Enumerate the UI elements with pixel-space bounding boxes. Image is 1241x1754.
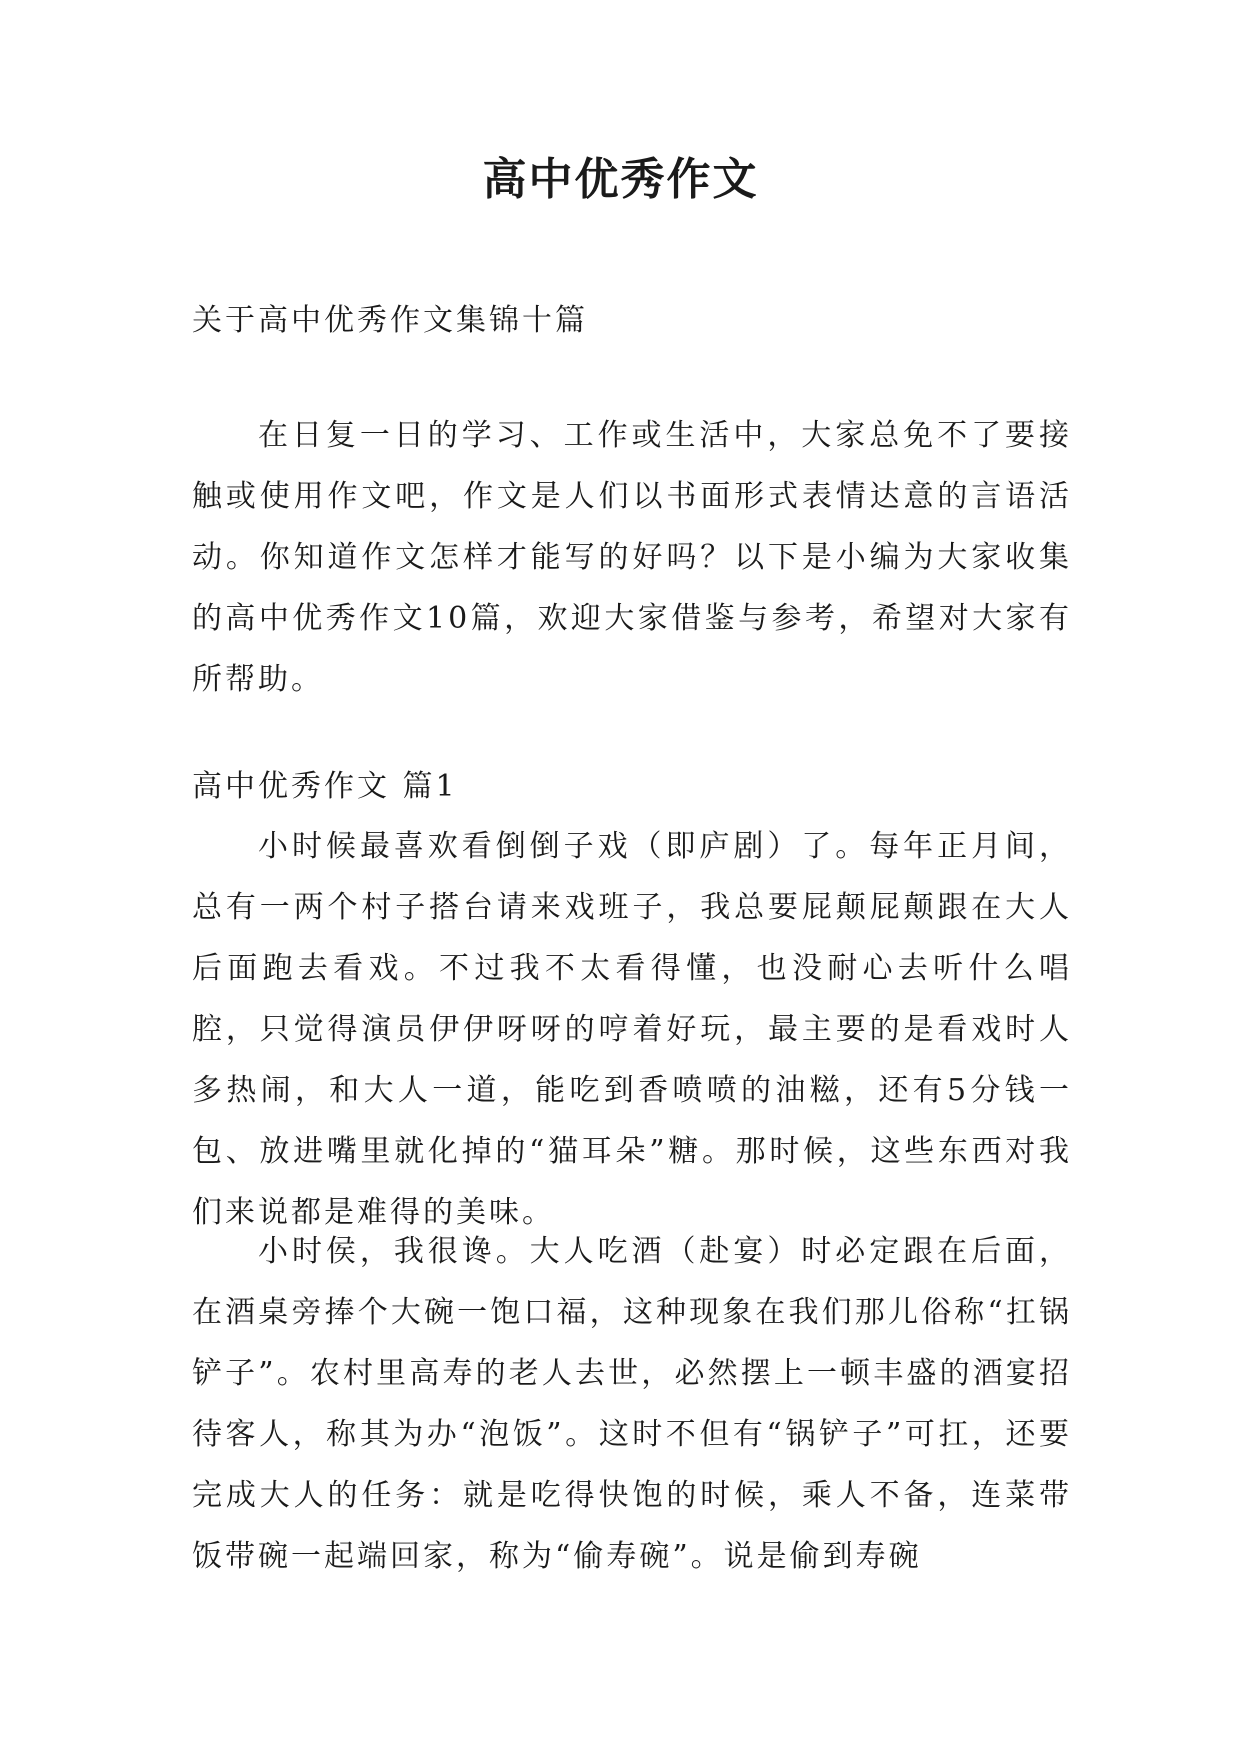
body-paragraph-1: 小时候最喜欢看倒倒子戏（即庐剧）了。每年正月间，总有一两个村子搭台请来戏班子，我总要屁颠屁颠跟在大人后面跑去看戏。不过我不太看得懂，也没耐心去听什么唱腔，只觉得演员伊伊呀呀的哼着好玩，最主要的是看戏时人多热闹，和大人一道，能吃到香喷喷的油糍，还有5分钱一包、放进嘴里就化掉的“猫耳朵”糖。那时候，这些东西对我们来说都是难得的美味。 — [192, 829, 1072, 1230]
section-heading: 高中优秀作文 篇1 — [192, 769, 458, 804]
document-title: 高中优秀作文 — [482, 154, 759, 205]
document-subtitle: 关于高中优秀作文集锦十篇 — [192, 303, 588, 338]
intro-paragraph: 在日复一日的学习、工作或生活中，大家总免不了要接触或使用作文吧，作文是人们以书面形式表情达意的言语活动。你知道作文怎样才能写的好吗？以下是小编为大家收集的高中优秀作文10篇，欢迎大家借鉴与参考，希望对大家有所帮助。 — [192, 418, 1072, 697]
body-paragraph-2: 小时侯，我很谗。大人吃酒（赴宴）时必定跟在后面，在酒桌旁捧个大碗一饱口福，这种现象在我们那儿俗称“扛锅铲子”。农村里高寿的老人去世，必然摆上一顿丰盛的酒宴招待客人，称其为办“泡饭”。这时不但有“锅铲子”可扛，还要完成大人的任务：就是吃得快饱的时候，乘人不备，连菜带饭带碗一起端回家，称为“偷寿碗”。说是偷到寿碗 — [192, 1234, 1072, 1574]
